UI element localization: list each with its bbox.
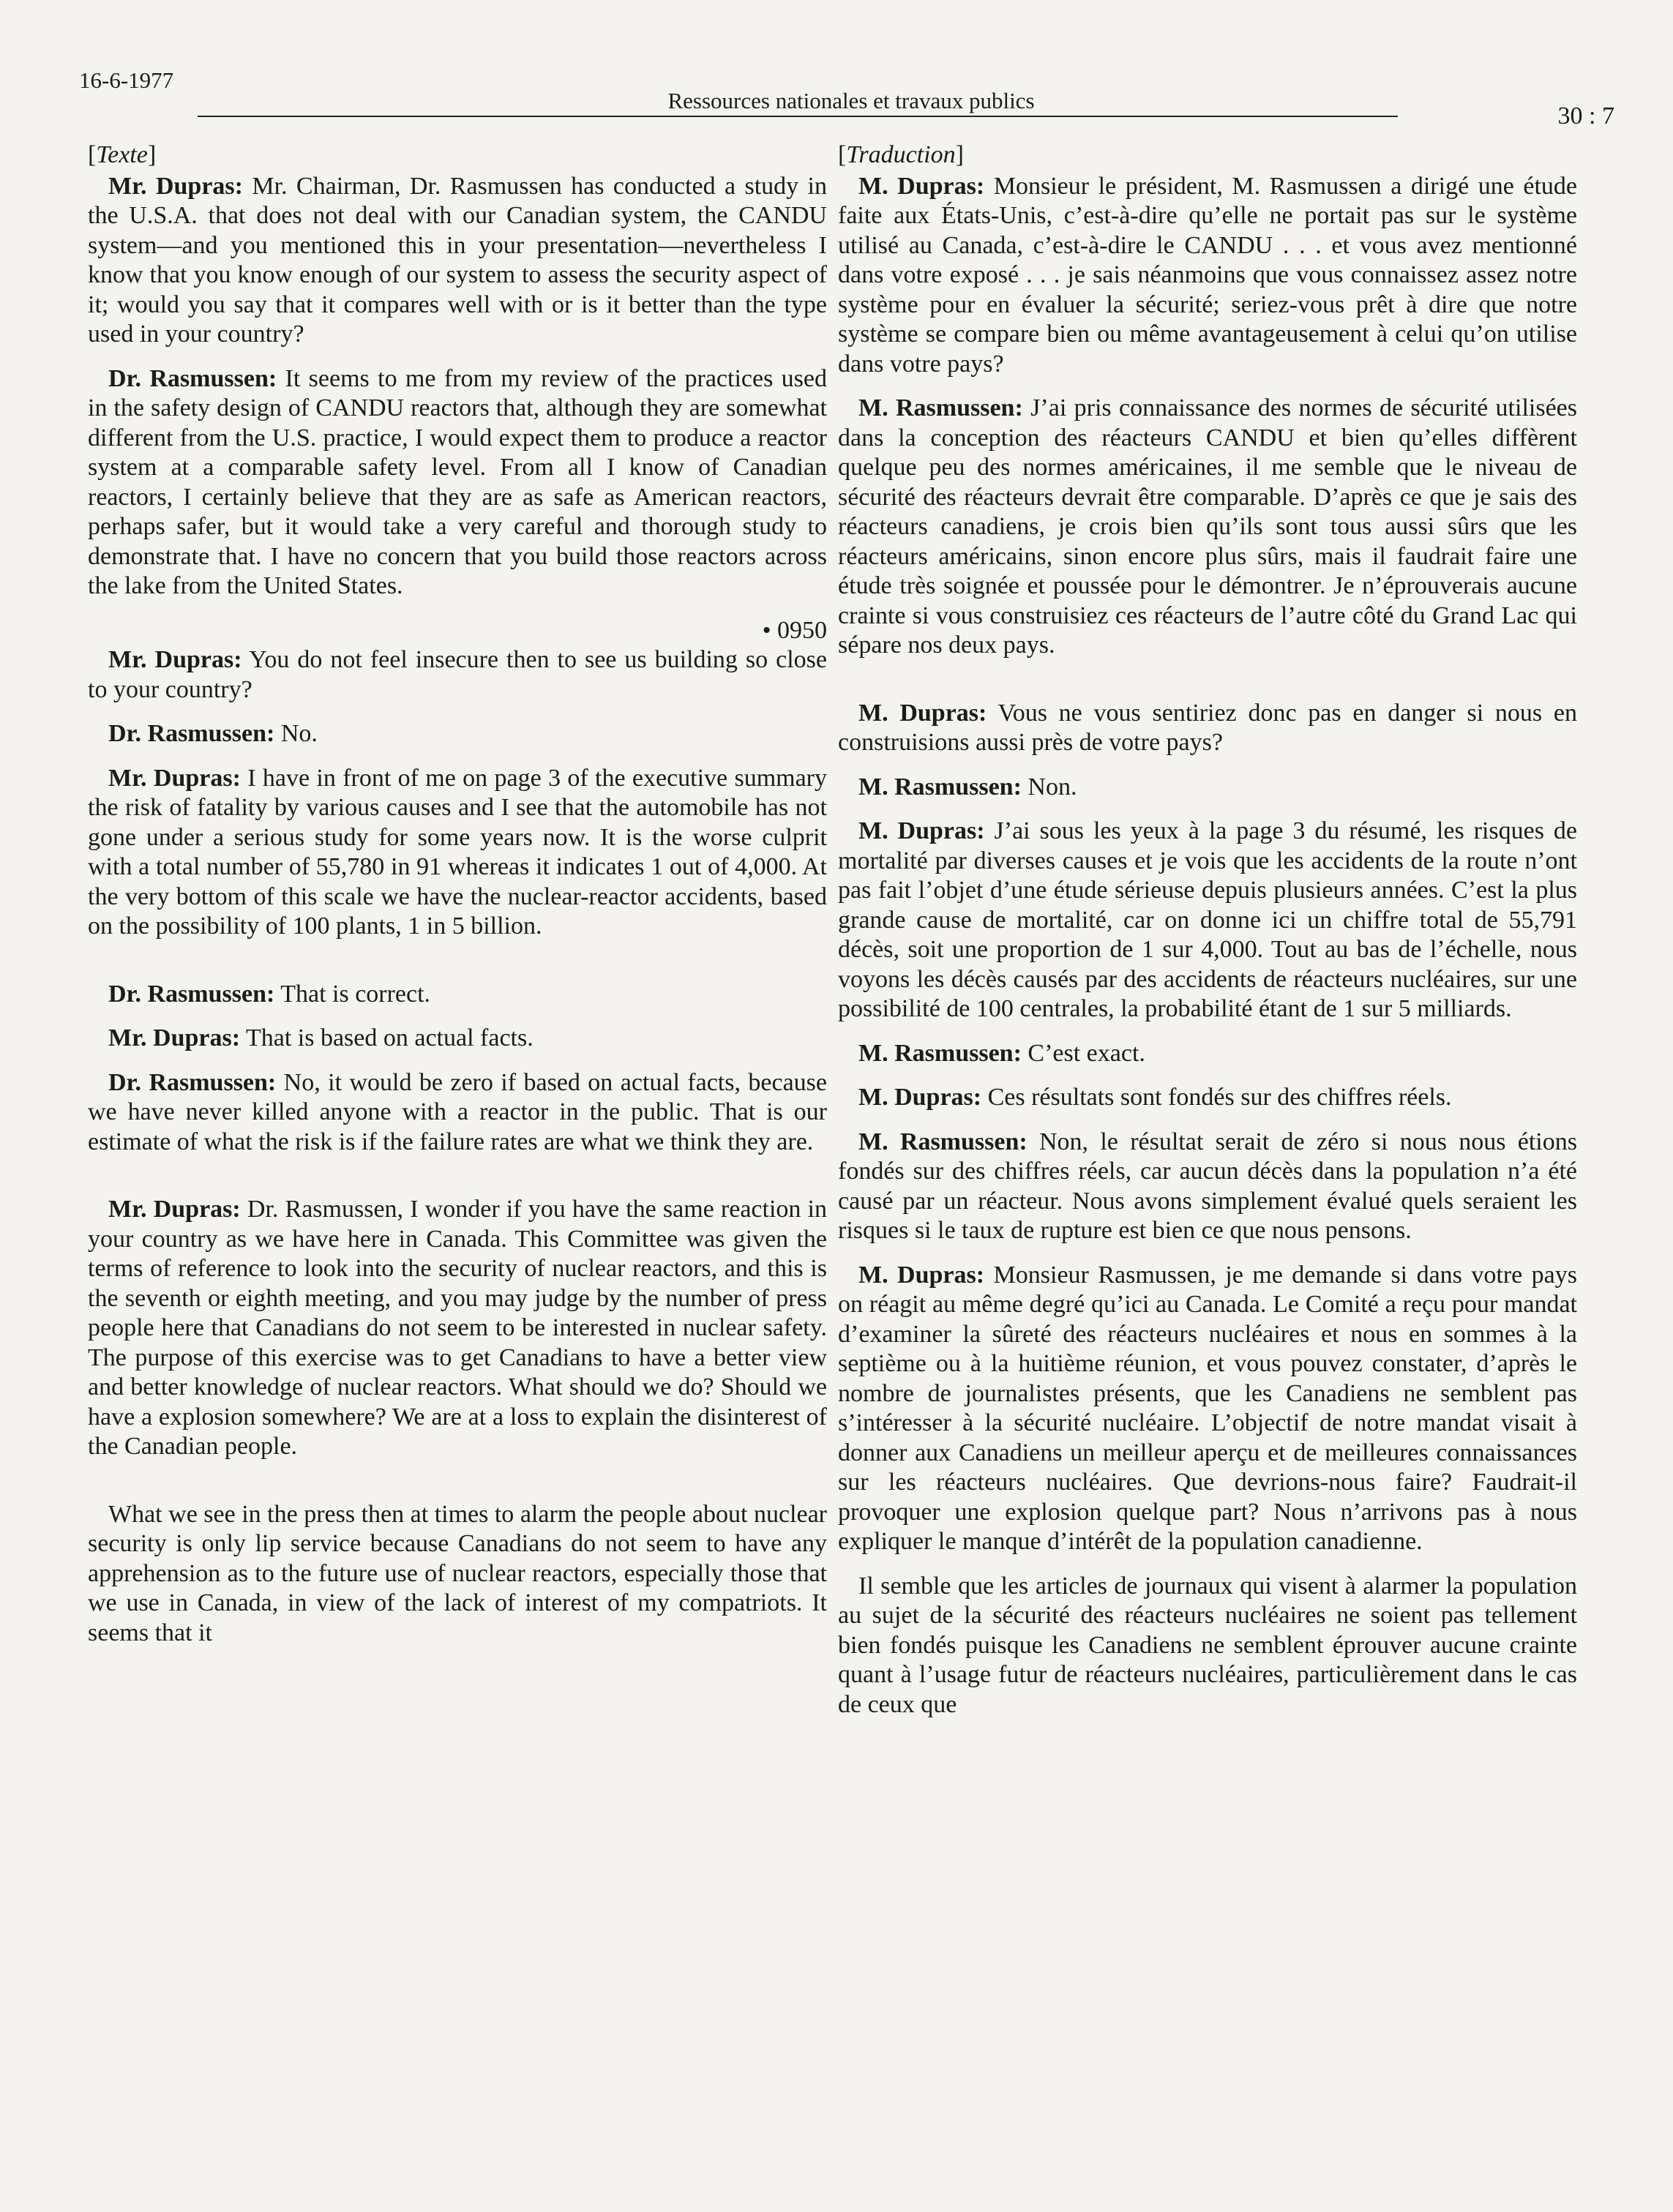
paragraph <box>88 1024 827 1054</box>
language-label: [Texte] <box>88 141 157 168</box>
speaker-name: Mr. Dupras: <box>108 172 243 200</box>
speech-text: C’est exact. <box>1021 1039 1145 1067</box>
left-column-text <box>88 140 827 1662</box>
speaker-name: M. Dupras: <box>858 1261 985 1289</box>
paragraph <box>838 817 1577 1024</box>
speaker-name: Mr. Dupras: <box>108 646 242 673</box>
speaker-name: Mr. Dupras: <box>108 764 241 792</box>
speaker-name: M. Dupras: <box>858 817 985 844</box>
speech-text: Vous ne vous sentiriez donc pas en danger si nous en construisions aussi près de votre pays? <box>838 699 1577 756</box>
paragraph <box>838 1261 1577 1557</box>
header-rule <box>198 116 1398 117</box>
speaker-name: Dr. Rasmussen: <box>108 980 275 1008</box>
speech-text: J’ai pris connaissance des normes de sécurité utilisées dans la conception des réacteurs CANDU et bien qu’elles diffèrent quelque peu des normes américaines, il me semble que le niveau de sécurité des réacteurs devrait être comparable. D’après ce que je sais des réacteurs canadiens, je crois bien qu’ils sont tous aussi sûrs que les réacteurs américains, sinon encore plus sûrs, mais il faudrait faire une étude très soignée et poussée pour le démontrer. Je n’éprouverais aucune crainte si vous construisiez ces réacteurs de l’autre côté du Grand Lac qui sépare nos deux pays. <box>838 394 1577 659</box>
paragraph <box>88 1068 827 1158</box>
speech-text: Dr. Rasmussen, I wonder if you have the same reaction in your country as we have here in Canada. This Committee was given the terms of reference to look into the security of nuclear reactors, and this is the seventh or eighth meeting, and you may judge by the number of press people here that Canadians do not seem to be interested in nuclear safety. The purpose of this exercise was to get Canadians to have a better view and better knowledge of nuclear reactors. What should we do? Should we have a explosion somewhere? We are at a loss to explain the disinterest of the Canadian people. <box>88 1196 827 1460</box>
speaker-name: Mr. Dupras: <box>108 1196 241 1223</box>
paragraph <box>88 1500 827 1649</box>
speaker-name: M. Dupras: <box>858 172 985 200</box>
paragraph <box>838 773 1577 803</box>
speaker-name: Dr. Rasmussen: <box>108 720 275 747</box>
speech-text: J’ai sous les yeux à la page 3 du résumé, les risques de mortalité par diverses causes et je vois que les accidents de la route n’ont pas fait l’objet d’une étude sérieuse depuis plusieurs années. C’est la plus grande cause de mortalité, car on donne ici un chiffre total de 55,791 décès, soit une proportion de 1 sur 4,000. Tout au bas de l’échelle, nous voyons les décès causés par des accidents de réacteurs nucléaires, sur une possibilité de 100 centrales, la probabilité étant de 1 sur 5 milliards. <box>838 817 1577 1022</box>
paragraph <box>838 394 1577 661</box>
paragraph <box>88 719 827 749</box>
speech-text: I have in front of me on page 3 of the executive summary the risk of fatality by various causes and I see that the automobile has not gone under a serious study for some years now. It is the worse culprit with a total number of 55,780 in 91 whereas it indicates 1 out of 4,000. At the very bottom of this scale we have the nuclear-reactor accidents, based on the possibility of 100 plants, 1 in 5 billion. <box>88 764 828 940</box>
speaker-name: Dr. Rasmussen: <box>108 364 277 392</box>
speech-text: That is based on actual facts. <box>240 1024 534 1051</box>
speech-text: No. <box>274 720 318 747</box>
speech-text: It seems to me from my review of the practices used in the safety design of CANDU reactors that, although they are somewhat different from the U.S. practice, I would expect them to produce a reactor system at a comparable safety level. From all I know of Canadian reactors, I certainly believe that they are as safe as American reactors, perhaps safer, but it would take a very careful and thorough study to demonstrate that. I have no concern that you build those reactors across the lake from the United States. <box>88 364 828 599</box>
header-date: 16-6-1977 <box>79 67 174 93</box>
paragraph <box>838 172 1577 380</box>
paragraph <box>88 980 827 1010</box>
paragraph <box>88 1195 827 1462</box>
paragraph <box>838 699 1577 758</box>
speaker-name: M. Rasmussen: <box>858 773 1022 801</box>
paragraph <box>88 172 827 350</box>
paragraph <box>838 1039 1577 1069</box>
speech-text: Mr. Chairman, Dr. Rasmussen has conducted a study in the U.S.A. that does not deal with our Canadian system, the CANDU system—and you mentioned this in your presentation—nevertheless I know that you know enough of our system to assess the security aspect of it; would you say that it compares well with or is it better than the type used in your country? <box>88 172 827 348</box>
paragraph <box>88 764 827 942</box>
speech-text: That is correct. <box>274 980 431 1008</box>
page-number: 30 : 7 <box>1557 102 1614 130</box>
speech-text: No, it would be zero if based on actual facts, because we have never killed anyone with a reactor in the public. That is our estimate of what the risk is if the failure rates are what we think they are. <box>88 1068 827 1155</box>
language-label: [Traduction] <box>838 141 964 168</box>
speech-text: Non. <box>1021 773 1077 801</box>
speech-text: What we see in the press then at times to alarm the people about nuclear security is only lip service because Canadians do not seem to have any apprehension as to the future use of nuclear reactors, especially those that we use in Canada, in view of the lack of interest of my compatriots. It seems that it <box>88 1500 827 1646</box>
speaker-name: M. Rasmussen: <box>858 1128 1028 1155</box>
speaker-name: Mr. Dupras: <box>108 1024 241 1051</box>
speaker-name: M. Rasmussen: <box>858 1039 1022 1067</box>
right-column-text <box>838 140 1577 1734</box>
paragraph <box>838 1128 1577 1246</box>
speech-text: Non, le résultat serait de zéro si nous nous étions fondés sur des chiffres réels, car aucun décès dans la population n’a été causé par un réacteur. Nous avons simplement évalué quels seraient les risques si le taux de rupture est bien ce que nous pensons. <box>838 1128 1577 1244</box>
speech-text: Monsieur Rasmussen, je me demande si dans votre pays on réagit au même degré qu’ici au Canada. Le Comité a reçu pour mandat d’examiner la sûreté des réacteurs nucléaires et nous en sommes à la septième ou à la huitième réunion, et vous pouvez constater, d’après le nombre de journalistes présents, que les Canadiens ne semblent pas s’intéresser à la sécurité nucléaire. L’objectif de notre mandat visait à donner aux Canadiens un meilleur aperçu et de meilleures connaissances sur les réacteurs nucléaires. Que devrions-nous faire? Faudrait-il provoquer une explosion quelque part? Nous n’arrivons pas à nous expliquer le manque d’intérêt de la population canadienne. <box>838 1261 1578 1555</box>
speaker-name: M. Dupras: <box>858 1084 982 1111</box>
speech-text: You do not feel insecure then to see us building so close to your country? <box>88 646 827 703</box>
paragraph <box>88 645 827 705</box>
paragraph <box>88 364 827 601</box>
speaker-name: M. Dupras: <box>858 699 987 727</box>
time-marker: • 0950 <box>762 616 827 644</box>
speaker-name: M. Rasmussen: <box>858 394 1023 421</box>
speech-text: Ces résultats sont fondés sur des chiffres réels. <box>981 1084 1452 1111</box>
speaker-name: Dr. Rasmussen: <box>108 1068 277 1096</box>
header-title: Ressources nationales et travaux publics <box>667 88 1035 113</box>
speech-text: Monsieur le président, M. Rasmussen a dirigé une étude faite aux États-Unis, c’est-à-dire qu’elle ne portait pas sur le système utilisé au Canada, c’est-à-dire le CANDU . . . et vous avez mentionné dans votre exposé . . . je sais néanmoins que vous connaissez assez notre système pour en évaluer la sécurité; seriez-vous prêt à dire que notre système se compare bien ou même avantageusement à celui qu’on utilise dans votre pays? <box>838 172 1577 378</box>
speech-text: Il semble que les articles de journaux qui visent à alarmer la population au sujet de la sécurité des réacteurs nucléaires ne soient pas tellement bien fondés puisque les Canadiens ne semblent éprouver aucune crainte quant à l’usage futur de réacteurs nucléaires, particulièrement dans le cas de ceux que <box>838 1572 1577 1718</box>
paragraph <box>838 1083 1577 1113</box>
paragraph <box>838 1572 1577 1720</box>
